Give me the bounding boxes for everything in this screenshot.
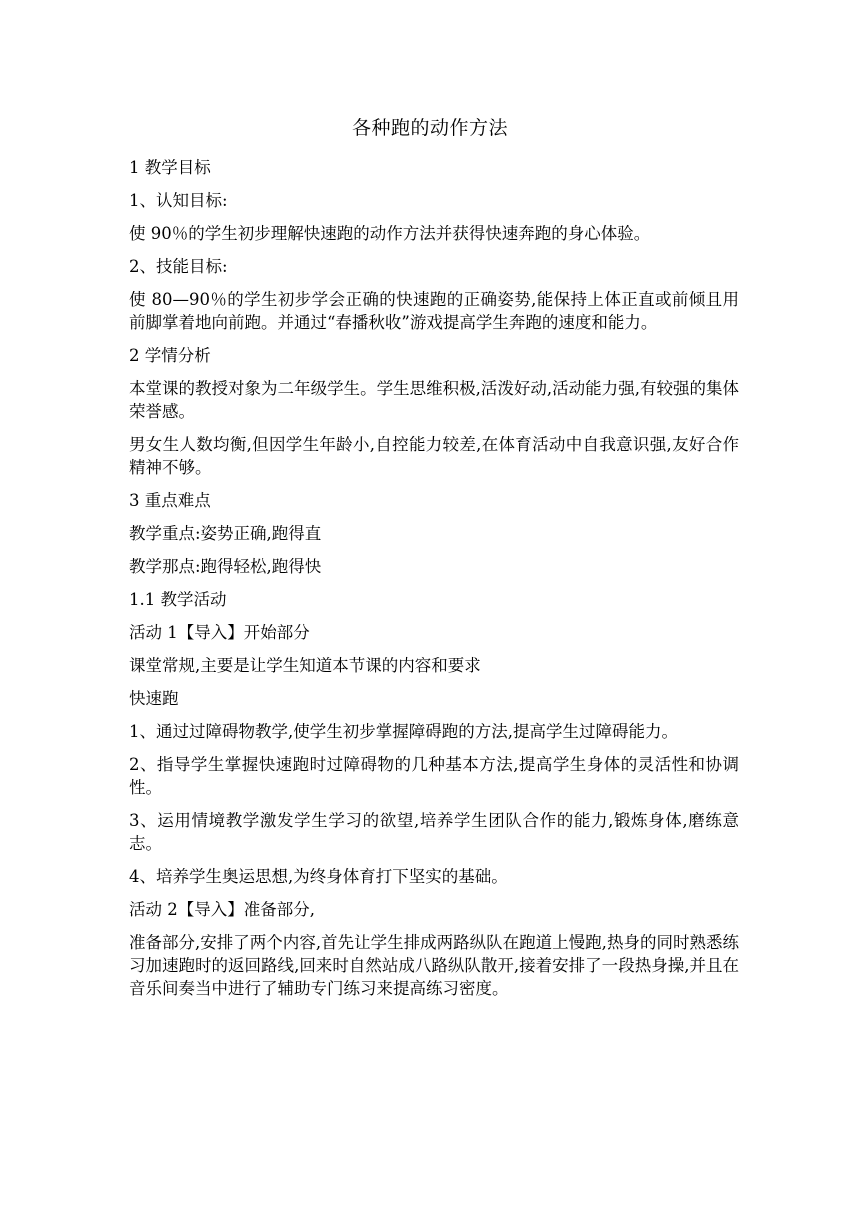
list-item: 4、培养学生奥运思想,为终身体育打下坚实的基础。	[129, 867, 508, 886]
paragraph: 快速跑	[129, 689, 179, 708]
paragraph: 使 80—90％的学生初步学会正确的快速跑的正确姿势,能保持上体正直或前倾且用前脚掌着地向前跑。并通过“春播秋收”游戏提高学生奔跑的速度和能力。	[129, 290, 739, 332]
list-item: 3、运用情境教学激发学生学习的欲望,培养学生团队合作的能力,锻炼身体,磨练意志。	[129, 811, 739, 853]
document-body	[129, 156, 739, 1010]
subheading-cognitive-goal: 1、认知目标:	[129, 191, 228, 210]
list-item: 2、指导学生掌握快速跑时过障碍物的几种基本方法,提高学生身体的灵活性和协调性。	[129, 755, 739, 797]
subheading-skill-goal: 2、技能目标:	[129, 257, 228, 276]
paragraph: 教学重点:姿势正确,跑得直	[129, 524, 322, 543]
subheading-activity-1: 活动 1【导入】开始部分	[129, 623, 310, 642]
subheading-activity-2: 活动 2【导入】准备部分,	[129, 900, 315, 919]
document-title: 各种跑的动作方法	[351, 117, 508, 139]
heading-key-points: 3 重点难点	[129, 491, 211, 510]
paragraph: 本堂课的教授对象为二年级学生。学生思维积极,活泼好动,活动能力强,有较强的集体荣誉感。	[129, 379, 739, 421]
paragraph: 课堂常规,主要是让学生知道本节课的内容和要求	[129, 656, 481, 675]
list-item: 1、通过过障碍物教学,使学生初步掌握障碍跑的方法,提高学生过障碍能力。	[129, 722, 678, 741]
heading-student-analysis: 2 学情分析	[129, 346, 211, 365]
paragraph: 准备部分,安排了两个内容,首先让学生排成两路纵队在跑道上慢跑,热身的同时熟悉练习加速跑时的返回路线,回来时自然站成八路纵队散开,接着安排了一段热身操,并且在音乐间奏当中进行了辅助专门练习来提高练习密度。	[129, 933, 739, 998]
heading-teaching-activities: 1.1 教学活动	[129, 590, 227, 609]
paragraph: 男女生人数均衡,但因学生年龄小,自控能力较差,在体育活动中自我意识强,友好合作精神不够。	[129, 435, 739, 477]
paragraph: 教学那点:跑得轻松,跑得快	[129, 557, 322, 576]
heading-teaching-goals: 1 教学目标	[129, 158, 211, 177]
paragraph: 使 90％的学生初步理解快速跑的动作方法并获得快速奔跑的身心体验。	[129, 224, 651, 243]
